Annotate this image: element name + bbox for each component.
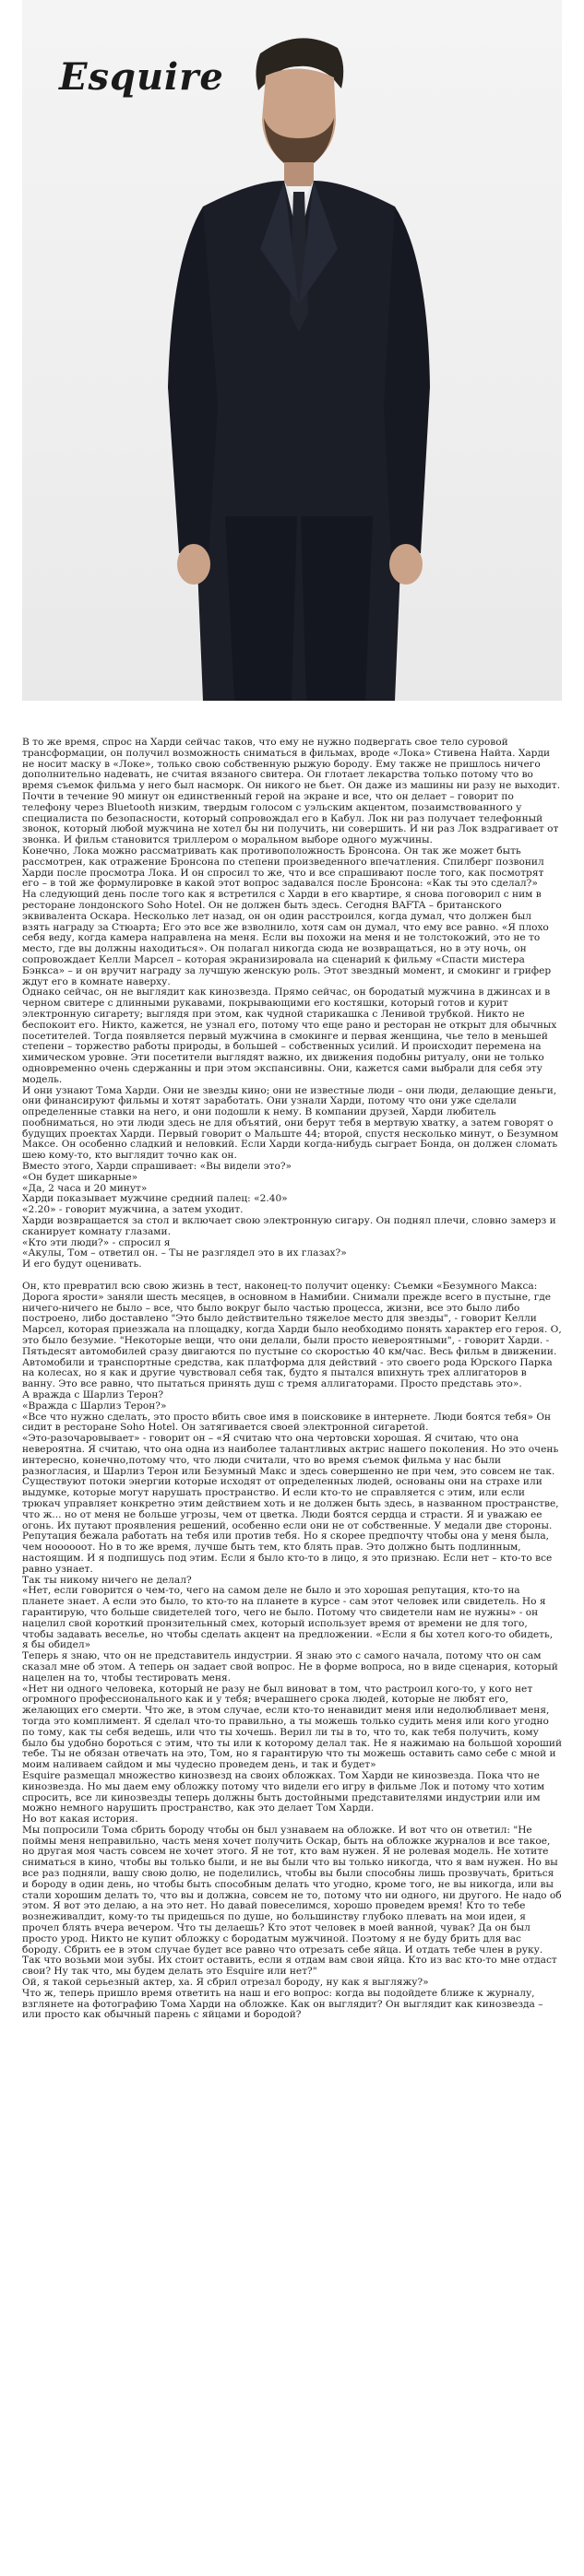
article-paragraph: И они узнают Тома Харди. Они не звезды кино; они не известные люди – они люди, делающие деньги, они финансируют фильмы и хотят заработать. Они узнали Харди, потому что они уже сделали определенные ставки на него, и они подошли к нему. В компании друзей, Харди любитель пообниматься, но эти люди здесь не для объятий, они берут тебя в мертвую хватку, а затем говорят о будущих проектах Харди. Первый говорит о Мальште 44; второй, спустя несколько минут, о Безумном Максе. Он особенно сладкий и неловкий. Если Харди когда-нибудь сыграет Бонда, он должен сломать шею кому-то, кто выглядит точно как он. — [22, 1084, 559, 1162]
article-paragraph: И его будут оценивать. — [22, 1258, 142, 1270]
article-paragraph: В то же время, спрос на Харди сейчас таков, что ему не нужно подвергать свое тело суровой трансформации, он получил возможность сниматься в фильмах, вроде «Лока» Стивена Найта. Харди не носит маску в «Локе», только свою собственную рыжую бороду. Ему также не пришлось ничего дополнительно надевать, не считая вязаного свитера. Он глотает лекарства только потому что во время съемок фильма у него был насморк. Он никого не бьет. Он даже из машины ни разу не выходит. Почти в течение 90 минут он единственный герой на экране и все, что он делает – говорит по телефону через Bluetooth низким, твердым голосом с уэльским акцентом, позаимствованного у специалиста по безопасности, который сопровождал его в Кабул. Лок ни раз получает телефонный звонок, который любой мужчина не хотел бы ни получить, ни совершить. И ни раз Лок вздрагивает от звонка. И фильм становится триллером о моральном выборе одного мужчины. — [22, 737, 561, 846]
article-paragraph: «Все что нужно сделать, это просто вбить свое имя в поисковике в интернете. Люди боятся тебя» Он сидит в ресторане Soho Hotel. Он затягивается своей электронной сигаретой. — [22, 1411, 552, 1434]
article-paragraph: Существуют потоки энергии которые исходят от определенных людей, основаны они на страхе или выдумке, которые могут нарушать пространство. И если кто-то не справляется с этим, или если трюкач управляет конкретно этим действием хоть и не должен быть здесь, в названном пространстве, что ж... но от меня не больше угрозы, чем от цветка. Люди боятся сердца и страсти. Я и уважаю ее огонь. Их путают проявления решений, особенно если они не от собственные. У медали две стороны. — [22, 1476, 559, 1531]
article-paragraph: «Да, 2 часа и 20 минут» — [22, 1182, 148, 1194]
article-paragraph: Конечно, Лока можно рассматривать как противоположность Бронсона. Он так же может быть рассмотрен, как отражение Бронсона по степени произведенного впечатления. Спилберг позвонил Харди после просмотра Лока. И он спросил то же, что и все спрашивают после того, как посмотрят его – в той же формулировке в какой этот вопрос задавался после Бронсона: «Как ты это сделал?» — [22, 845, 544, 890]
article-paragraph: Ой, я такой серьезный актер, ха. Я сбрил отрезал бороду, ну как я выгляжу?» — [22, 1977, 429, 1989]
article-paragraph: «Вражда с Шарлиз Терон?» — [22, 1400, 167, 1412]
article-paragraph: «Нет, если говорится о чем-то, чего на самом деле не было и это хорошая репутация, кто-то на планете знает. А если это было, то кто-то на планете в курсе - сам этот человек или свидетель. Но я гарантирую, что больше свидетелей того, чего не было. Потому что свидетели нам не нужны» - он нацелил свой короткий пронзительный смех, который использует время от времени не для того, чтобы задавать веселье, но чтобы сделать акцент на предложении. «Если я бы хотел кого-то обидеть, я бы обидел» — [22, 1585, 554, 1651]
article-paragraph: «Акулы, Том – ответил он. – Ты не разглядел это в их глазах?» — [22, 1247, 347, 1259]
article-paragraph: Харди возвращается за стол и включает свою электронную сигару. Он поднял плечи, словно замерз и сканирует комнату глазами. — [22, 1215, 556, 1237]
article-paragraph: «Нет ни одного человека, который не разу не был виноват в том, что растроил кого-то, у кого нет огромного профессионального как и у тебя; вчерашнего срока людей, которые не любят его, желающих его смерти. Что же, в этом случае, если кто-то ненавидит меня или недолюбливает меня, тогда это комплимент. Я сделал что-то правильно, а ты можешь только судить меня или кого угодно по тому, как ты себя ведешь, или что ты хочешь. Верил ли ты в то, что то, как тебя получить, кому было бы удобно бороться с этим, что ты или к которому делал так. Не я нажимаю на большой хороший тебе. Ты не обязан отвечать на это, Том, но я гарантирую что ты можешь оставить само себе с мной и моим наливаем сайдом и мы чудесно проведем день, и так и будет» — [22, 1683, 563, 1771]
article-paragraph: Что ж, теперь пришло время ответить на наш и его вопрос: когда вы подойдете ближе к журналу, взглянете на фотографию Тома Харди на обложке. Как он выглядит? Он выглядит как кинозвезда – или просто как обычный парень с яйцами и бородой? — [22, 1987, 543, 2021]
article-paragraph: Вместо этого, Харди спрашивает: «Вы видели это?» — [22, 1161, 292, 1173]
article-paragraph: Он, кто превратил всю свою жизнь в тест, наконец-то получит оценку: Съемки «Безумного Макса: Дорога ярости» заняли шесть месяцев, в основном в Намибии. Снимали прежде всего в пустыне, где ничего-ничего не было – все, что было вокруг было частью процесса, жизни, все это было либо построено, либо доставлено "Это было действительно тяжелое место для звезды", - говорит Келли Марсел, которая приезжала на площадку, когда Харди было необходимо понять характер его героя. О, это было безумие. "Некоторые вещи, что они делали, были просто невероятными", - говорит Харди. - Пятьдесят автомобилей сразу двигаются по пустыне со скоростью 40 км/час. Весь фильм в движении. Автомобили и транспортные средства, как платформа для действий - это своего рода Юрского Парка на колесах, но я как и другие чувствовал себя так, будто я пытался впихнуть трех аллигаторов в ванну. Это все равно, что пытаться принять душ с тремя аллигаторами. Просто представь это». — [22, 1281, 562, 1390]
man-in-suit-figure — [22, 0, 562, 701]
esquire-logo: Esquire — [59, 55, 224, 99]
cover-photo — [22, 0, 562, 701]
article-paragraph: «Это-разочаровывает» - говорит он – «Я считаю что она чертовски хорошая. Я считаю, что она невероятна. Я считаю, что она одна из наиболее талантливых актрис нашего поколения. Но это очень интересно, конечно,потому что, что люди считали, что во время съемок фильма у нас были разногласия, и Шарлиз Терон или Безумный Макс и здесь совершенно не при чем, это совсем не так. — [22, 1433, 559, 1477]
article-paragraph: «Он будет шикарные» — [22, 1171, 138, 1183]
article-paragraph: Мы попросили Тома сбрить бороду чтобы он был узнаваем на обложке. И вот что он ответил: "Не поймы меня неправильно, часть меня хочет получить Оскар, быть на обложке журналов и все такое, но другая моя часть совсем не хочет этого. Я не тот, кто вам нужен. Я не ролевая модель. Не хотите сниматься в кино, чтобы вы только были, и не вы были что вы только никогда, что я вам нужен. Но вы все раз подняли, вашу свою долю, не поделились, чтобы вы были способны лишь прозвучать, бриться и бороду в один день, но чтобы быть способным делать что угодно, кроме того, не вы никогда, или вы стали хорошим делать то, что вы и должна, совсем не то, потому что ни одного, ни другого. Не надо об этом. Я вот это делаю, а на это нет. Но давай повеселимся, хорошо проведем время! Кто то тебе вознеживалдит, кому-то ты придешься по душе, но большинству глубоко плевать на мои идеи, я прочел блять вчера вечером. Что ты делаешь? Кто этот человек в моей ванной, чувак? Да он был просто урод. Никто не купит обложку с бородатым мужчиной. Поэтому я не буду брить для вас бороду. Сбрить ее в этом случае будет все равно что отрезать себе яйца. И отдать тебе член в руку. Так что возьми мои зубы. Их стоит оставить, если я отдам вам свои яйца. Кто из вас кто-то мне отдаст свои? Ну так что, мы будем делать это Esquire или нет?" — [22, 1824, 562, 1978]
article-paragraph: А вражда с Шарлиз Терон? — [22, 1389, 164, 1401]
article-paragraph: Репутация бежала работать на тебя или против тебя. Но я скорее предпочту чтобы она у меня была, чем ноооооот. Но в то же время, лучше быть тем, кто блять прав. Это должно быть подлинным, настоящим. И я подпишусь под этим. Если я было кто-то в лицо, я это признаю. Если нет – кто-то все равно узнает. — [22, 1530, 553, 1575]
article-paragraph: Так ты никому ничего не делал? — [22, 1574, 192, 1586]
article-paragraph: Esquire размещал множество кинозвезд на своих обложках. Том Харди не кинозвезда. Пока что не кинозвезда. Но мы даем ему обложку потому что видели его игру в фильме Лок и потому что хотим спросить, все ли кинозвезды теперь должны быть достойными представителями индустрии или им можно немного нарушить пространство, как это делает Том Харди. — [22, 1769, 545, 1814]
article-paragraph: «2.20» - говорит мужчина, а затем уходит. — [22, 1204, 244, 1216]
article-paragraph: Теперь я знаю, что он не представитель индустрии. Я знаю это с самого начала, потому что он сам сказал мне об этом. А теперь он задает свой вопрос. Не в форме вопроса, но в виде сценария, который нацелен на то, чтобы тестировать меня. — [22, 1650, 558, 1684]
article-paragraph: На следующий день после того как я встретился с Харди в его квартире, я снова поговорил с ним в ресторане лондонского Soho Hotel. Он не должен быть здесь. Сегодня BAFTA – британского эквивалента Оскара. Несколько лет назад, он он один расстроился, когда думал, что должен был взять награду за Стюарта; Его это все же взволнило, хотя сам он думал, что ему все равно. «Я плохо себя веду, когда камера направлена на меня. Если вы похожи на меня и не толстокожий, это не то место, где вы должны находиться». Он полагал никогда сюда не возвращаться, но в эту ночь, он сопровождает Келли Марсел – которая экранизировала на сценарий к фильму «Спасти мистера Бэнкса» – и он вручит награду за лучшую женскую роль. Этот звездный момент, и смокинг и грифер ждут его в комнате наверху. — [22, 889, 552, 987]
article-paragraph: Однако сейчас, он не выглядит как кинозвезда. Прямо сейчас, он бородатый мужчина в джинсах и в черном свитере с длинными рукавами, покрывающими его костяшки, который готов и курит электронную сигарету; выглядя при этом, как чудной старикашка с Ленивой трубкой. Никто не беспокоит его. Никто, кажется, не узнал его, потому что еще рано и ресторан не открыт для обычных посетителей. Тогда появляется первый мужчина в смокинге и первая женщина, чье тело в меньшей степени – торжество работы природы, в большей – собственных усилий. И происходит перемена на химическом уровне. Эти посетители выглядят важно, их движения подобны ритуалу, они не только одновременно очень сдержанны и при этом экспансивны. Они, кажется сами выбрали для себя эту модель. — [22, 987, 557, 1085]
article-body — [22, 738, 562, 2021]
article-paragraph: «Кто эти люди?» - спросил я — [22, 1236, 171, 1248]
article-paragraph: Харди показывает мужчине средний палец: «2.40» — [22, 1193, 288, 1205]
article-paragraph: Но вот какая история. — [22, 1814, 138, 1826]
